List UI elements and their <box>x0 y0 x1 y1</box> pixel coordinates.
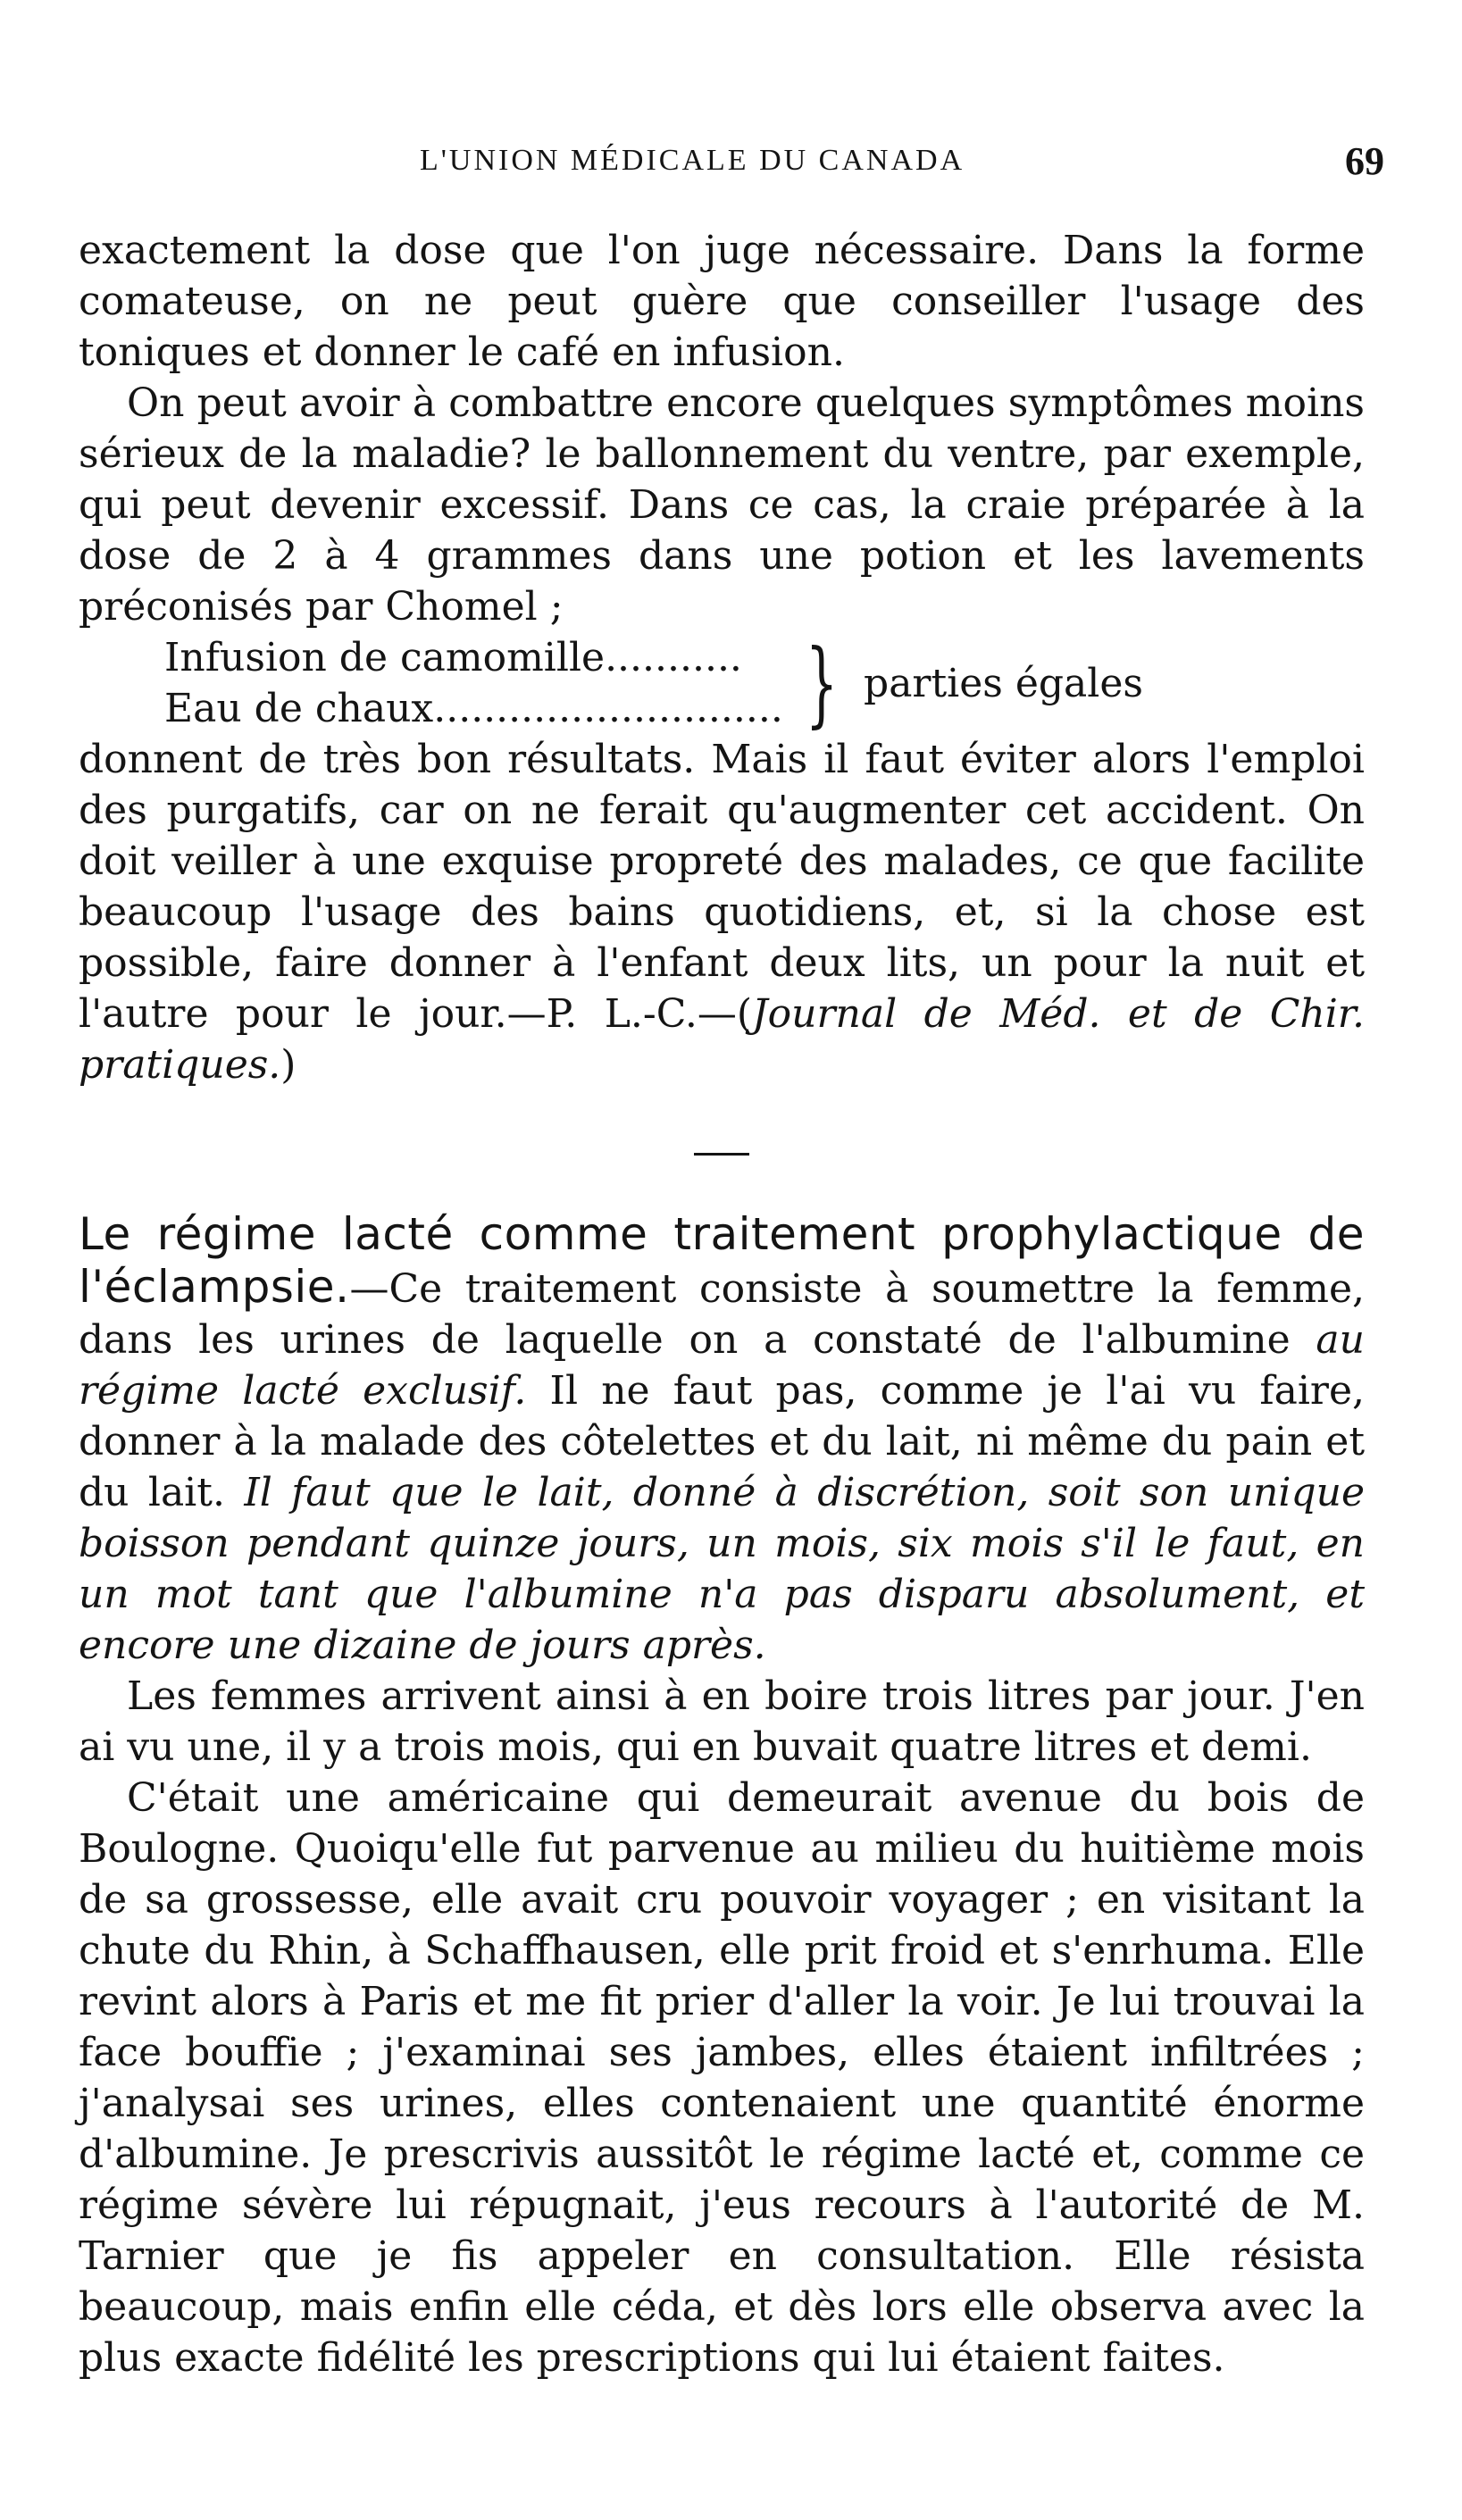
emphasis-milk-rule: Il faut que le lait, donné à discrétion, soit son unique boisson pendant quinze jours, un mois, six mois s'il le faut, en un mot tant que l'albumine n'a pas disparu absolument, et encore une dizaine de jours après. <box>79 1470 1365 1668</box>
curly-brace: } <box>805 629 839 738</box>
page-number: 69 <box>1345 139 1384 183</box>
paragraph-litres: Les femmes arrivent ainsi à en boire trois litres par jour. J'en ai vu une, il y a trois mois, qui en buvait quatre litres et demi. <box>79 1673 1365 1770</box>
article-title: Le régime lacté comme traitement prophylactique de l'éclampsie. <box>79 1208 1365 1313</box>
formula-line-lime-water: Eau de chaux............................ <box>164 686 783 731</box>
enema-formula <box>164 629 1365 738</box>
paragraph-results-text: donnent de très bon résultats. Mais il faut éviter alors l'emploi des purgatifs, car on ne ferait qu'augmenter cet accident. On doit veiller à une exquise propreté des malades, ce que facilite beaucoup l'usage des bains quotidiens, et, si la chose est possible, faire donner à l'enfant deux lits, un pour la nuit et l'autre pour le jour.—P. L.-C.—( <box>79 737 1365 1037</box>
article-intro-middle: Il ne faut pas, comme je l'ai vu faire, donner à la malade des côtelettes et du lait, ni même du pain et du lait. <box>79 1368 1365 1515</box>
paragraph-case-report: C'était une américaine qui demeurait avenue du bois de Boulogne. Quoiqu'elle fut parvenue au milieu du huitième mois de sa grossesse, elle avait cru pouvoir voyager ; en visitant la chute du Rhin, à Schaffhausen, elle prit froid et s'enrhuma. Elle revint alors à Paris et me fit prier d'aller la voir. Je lui trouvai la face bouffie ; j'examinai ses jambes, elles étaient infiltrées ; j'analysai ses urines, elles contenaient une quantité énorme d'albumine. Je prescrivis aussitôt le régime lacté et, comme ce régime sévère lui répugnait, j'eus recours à l'autorité de M. Tarnier que je fis appeler en consultation. Elle résista beaucoup, mais enfin elle céda, et dès lors elle observa avec la plus exacte fidélité les prescriptions qui lui étaient faites. <box>79 1775 1365 2381</box>
page-header <box>80 138 1384 192</box>
paragraph-article-intro <box>79 1209 1365 1671</box>
paragraph-continuation: exactement la dose que l'on juge nécessaire. Dans la forme comateuse, on ne peut guère que conseiller l'usage des toniques et donner le café en infusion. <box>79 228 1365 375</box>
paragraph-symptoms: On peut avoir à combattre encore quelques symptômes moins sérieux de la maladie? le ballonnement du ventre, par exemple, qui peut devenir excessif. Dans ce cas, la craie préparée à la dose de 2 à 4 grammes dans une potion et les lavements préconisés par Chomel ; <box>79 380 1365 630</box>
body-text <box>79 225 1365 2383</box>
running-head: L'UNION MÉDICALE DU CANADA <box>420 144 965 177</box>
section-divider <box>694 1153 749 1156</box>
journal-citation: Journal de Méd. et de Chir. pratiques. <box>79 991 1365 1088</box>
article-intro-text: —Ce traitement consiste à soumettre la femme, dans les urines de laquelle on a constaté de l'albumine <box>79 1266 1365 1363</box>
emphasis-exclusive-diet: au régime lacté exclusif. <box>79 1317 1365 1414</box>
citation-close: ) <box>280 1042 297 1088</box>
paragraph-results <box>79 734 1365 1090</box>
formula-ingredients <box>164 632 783 734</box>
formula-proportion: parties égales <box>864 660 1143 706</box>
formula-line-camomile: Infusion de camomille........... <box>164 635 742 680</box>
